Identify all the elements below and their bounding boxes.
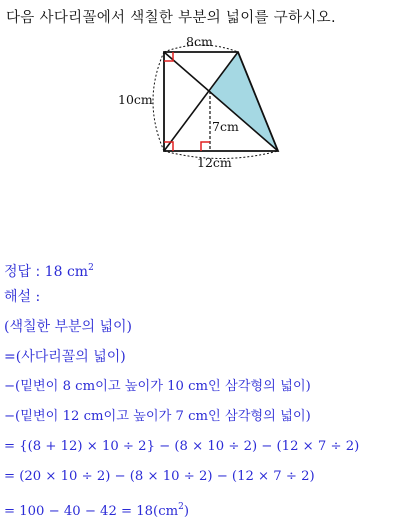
explanation-label: 해설 : <box>4 289 41 305</box>
left-dimension-arc <box>153 52 164 151</box>
answer-line <box>4 258 400 282</box>
answer-unit-exponent: 2 <box>88 263 94 273</box>
explanation-line-3: −(밑변이 8 cm이고 높이가 10 cm인 삼각형의 넓이) <box>4 379 311 394</box>
explanation-line-5: = {(8 + 12) × 10 ÷ 2} − (8 × 10 ÷ 2) − (12 × 7 ÷ 2) <box>4 439 360 454</box>
diagonal-top-left-to-bottom-right <box>164 52 278 151</box>
trapezoid-figure <box>0 0 400 200</box>
answer-value: 18 <box>44 264 63 280</box>
problem-text: 다음 사다리꼴에서 색칠한 부분의 넓이를 구하시오. <box>6 10 336 26</box>
right-angle-height <box>201 142 210 151</box>
final-result: = 100 − 40 − 42 = 18(cm <box>4 504 179 519</box>
explanation-line-4: −(밑변이 12 cm이고 높이가 7 cm인 삼각형의 넓이) <box>4 409 311 424</box>
bottom-label: 12cm <box>197 155 232 170</box>
explanation-line-6: = (20 × 10 ÷ 2) − (8 × 10 ÷ 2) − (12 × 7 ÷ 2) <box>4 469 315 484</box>
top-label: 8cm <box>186 34 213 49</box>
left-label: 10cm <box>118 92 153 107</box>
explanation-line-1: (색칠한 부분의 넓이) <box>4 319 133 335</box>
explanation-line-2: =(사다리꼴의 넓이) <box>4 349 126 365</box>
final-unit-exponent: 2 <box>178 502 184 512</box>
answer-label: 정답 : <box>4 264 41 280</box>
final-close-paren: ) <box>183 504 189 519</box>
height-label: 7cm <box>212 119 239 134</box>
answer-unit: cm <box>66 264 89 280</box>
explanation-line-7 <box>4 497 400 522</box>
